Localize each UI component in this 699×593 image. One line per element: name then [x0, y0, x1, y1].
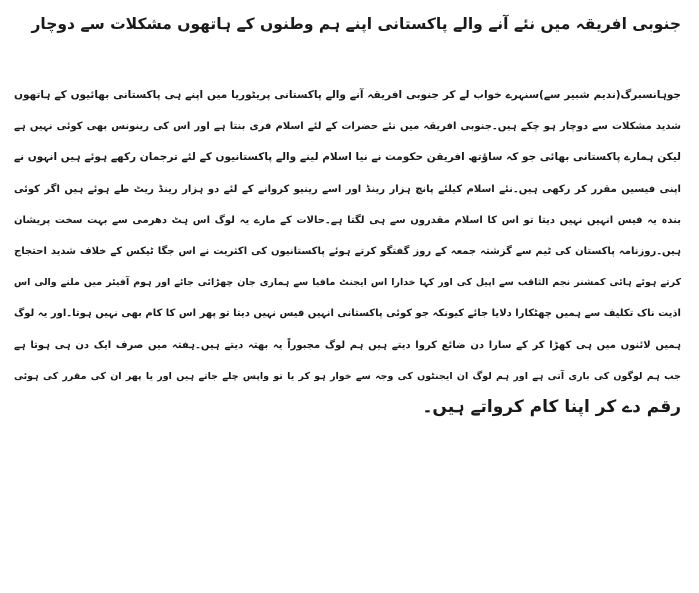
article-line-9: ہمیں لائنوں میں ہی کھڑا کر کے سارا دن ضائع کروا دیتے ہیں ہم لوگ مجبوراً یہ بھتہ دیتے ہیں۔ہفتہ میں صرف ایک دن ہی ہوتا ہے [14, 339, 681, 351]
article-body [14, 80, 681, 423]
article-line-7: کرتے ہوئے ہائی کمشنر نجم الثاقب سے اپیل کی اور کہا خدارا اس ایجنٹ مافیا سے ہماری جان چھڑائی جائے اور ہوم آفیئر میں ملنے والی اس [14, 277, 681, 289]
article-line-5: بندہ یہ فیس انہیں نہیں دیتا تو اس کا اسلام مقدروں سے ہی لگتا ہے۔حالات کے مارے یہ لوگ اس ہٹ دھرمی سے بہت سخت پریشان [14, 214, 681, 226]
article-line-8: اذیت ناک تکلیف سے ہمیں چھٹکارا دلایا جائے کیونکہ جو کوئی پاکستانی انہیں فیس نہیں دیتا تو پھر اس کا کام بھی نہیں ہوتا۔اور یہ لوگ [14, 308, 681, 320]
article-line-3: لیکن ہمارے پاکستانی بھائی جو کہ ساؤتھ افریقن حکومت نے نیا اسلام لینے والے پاکستانیوں کے لئے ترجمان رکھے ہوئے ہیں انہوں نے [14, 151, 681, 164]
article-line-6: ہیں۔روزنامہ پاکستان کی ٹیم سے گزشتہ جمعہ کے روز گفتگو کرتے ہوئے پاکستانیوں کی اکثریت نے اس جگا ٹیکس کے خلاف شدید احتجاج [14, 246, 681, 258]
article-line-11: رقم دے کر اپنا کام کرواتے ہیں۔ [422, 397, 681, 418]
article-line-4: اپنی فیسیں مقرر کر رکھی ہیں۔نئے اسلام کیلئے پانچ ہزار رینڈ اور اسے رینیو کروانے کے لئے دو ہزار رینڈ ریٹ طے ہوئے ہیں اگر کوئی [14, 183, 681, 195]
article-line-2: شدید مشکلات سے دوچار ہو چکے ہیں۔جنوبی افریقہ میں نئے حضرات کے لئے اسلام فری بنتا ہے اور اس کی رینونس بھی کوئی نہیں ہے [14, 121, 681, 133]
article-line-1: جوہانسبرگ(ندیم شبیر سے)سنہرے خواب لے کر جنوبی افریقہ آنے والے پاکستانی پریٹوریا میں اپنے ہی پاکستانی بھائیوں کے ہاتھوں [14, 89, 681, 101]
article-line-10: جب ہم لوگوں کی باری آتی ہے اور ہم لوگ ان ایجنٹوں کی وجہ سے خوار ہو کر یا تو واپس چلے جاتے ہیں اور یا پھر ان کی مقرر کی ہوئی [14, 370, 681, 382]
article-headline: جنوبی افریقہ میں نئے آنے والے پاکستانی اپنے ہم وطنوں کے ہاتھوں مشکلات سے دوچار [31, 15, 681, 33]
